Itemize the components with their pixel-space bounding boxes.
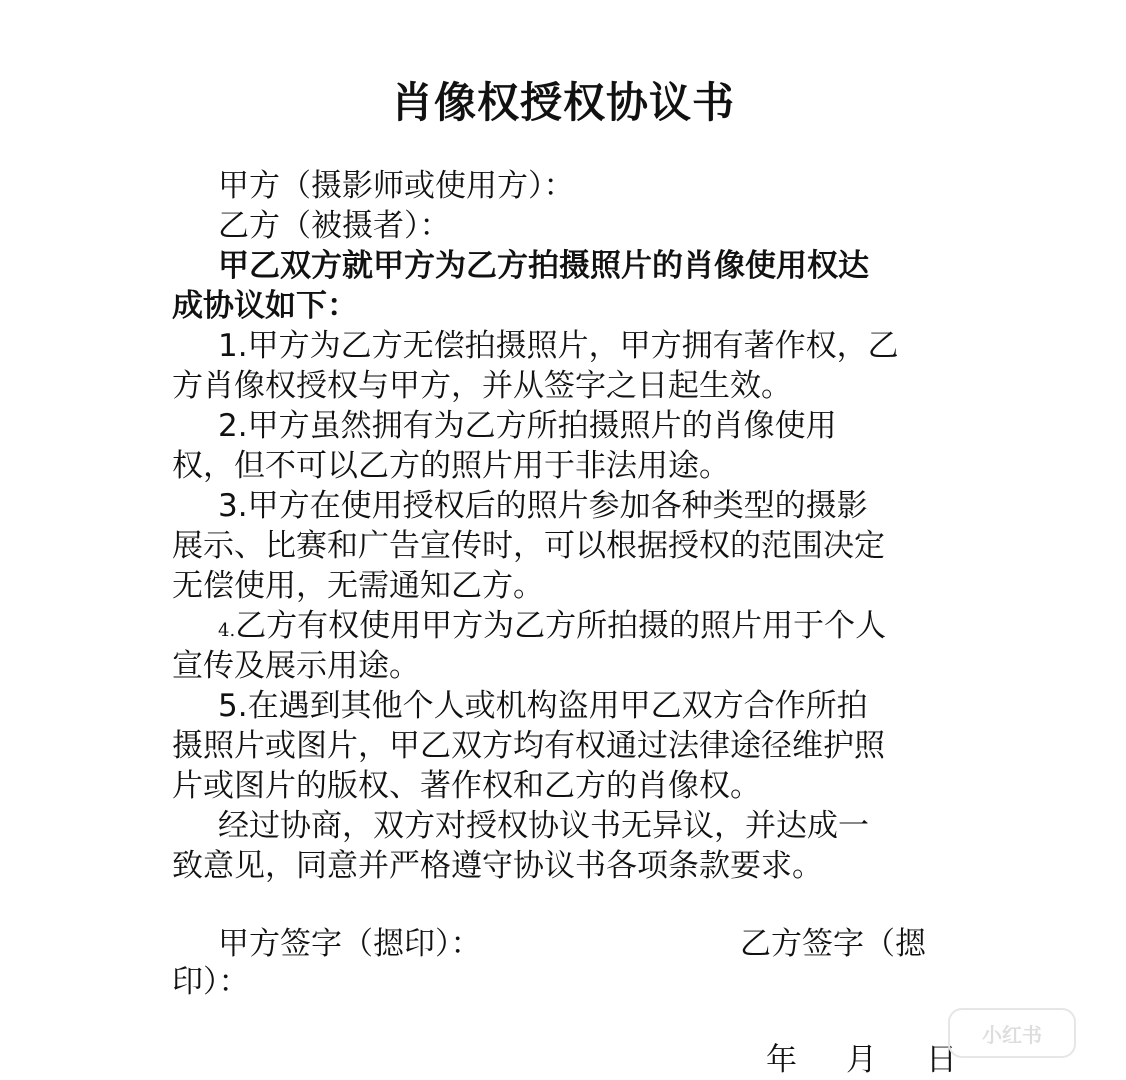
clause-1-line-2: 方肖像权授权与甲方，并从签字之日起生效。 (172, 368, 792, 404)
clause-5-line-3: 片或图片的版权、著作权和乙方的肖像权。 (172, 768, 761, 804)
date-year: 年 (766, 1042, 797, 1078)
closing-line-1: 经过协商，双方对授权协议书无异议，并达成一 (218, 808, 869, 844)
date-day: 日 (926, 1042, 957, 1078)
clause-4-text: 乙方有权使用甲方为乙方所拍摄的照片用于个人 (235, 608, 887, 644)
clause-3-line-1: 3.甲方在使用授权后的照片参加各种类型的摄影 (218, 488, 868, 524)
closing-line-2: 致意见，同意并严格遵守协议书各项条款要求。 (172, 848, 823, 884)
date-month: 月 (846, 1042, 877, 1078)
intro-line-1: 甲乙双方就甲方为乙方拍摄照片的肖像使用权达 (218, 248, 869, 284)
clause-5-line-1: 5.在遇到其他个人或机构盗用甲乙双方合作所拍 (218, 688, 868, 724)
document-title: 肖像权授权协议书 (390, 78, 735, 127)
clause-1-line-1: 1.甲方为乙方无偿拍摄照片，甲方拥有著作权，乙 (218, 328, 899, 364)
intro-line-2: 成协议如下： (172, 288, 358, 324)
clause-4-line-2: 宣传及展示用途。 (172, 648, 420, 684)
clause-4-line-1 (218, 606, 886, 651)
party-b-signature: 乙方签字（摁 (740, 926, 926, 962)
xiaohongshu-watermark: 小红书 (948, 1008, 1076, 1058)
clause-3-line-2: 展示、比赛和广告宣传时，可以根据授权的范围决定 (172, 528, 885, 564)
party-a-line: 甲方（摄影师或使用方）： (218, 168, 575, 204)
clause-4-number: 4. (218, 620, 236, 641)
clause-2-line-1: 2.甲方虽然拥有为乙方所拍摄照片的肖像使用 (218, 408, 837, 444)
party-a-signature: 甲方签字（摁印）： (218, 926, 482, 962)
clause-3-line-3: 无偿使用，无需通知乙方。 (172, 568, 544, 604)
party-b-line: 乙方（被摄者）： (218, 208, 451, 244)
clause-2-line-2: 权，但不可以乙方的照片用于非法用途。 (172, 448, 730, 484)
clause-5-line-2: 摄照片或图片，甲乙双方均有权通过法律途径维护照 (172, 728, 885, 764)
party-b-signature-cont: 印）： (172, 964, 250, 1000)
